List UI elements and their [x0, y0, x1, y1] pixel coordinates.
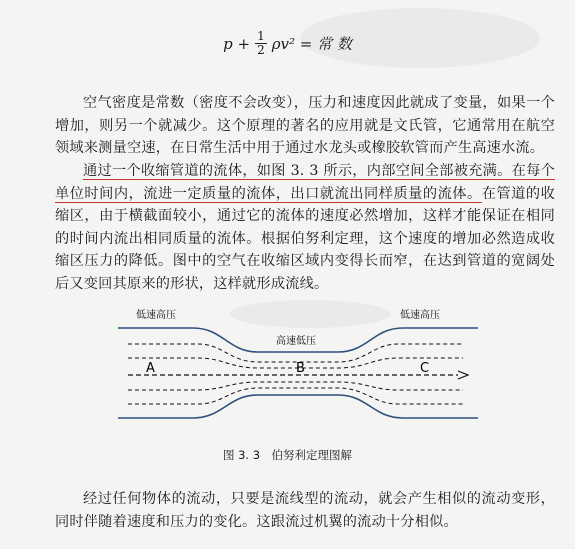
streamline-center-arrow: [458, 371, 468, 379]
streamline-lower-1: [128, 382, 463, 390]
fraction-denominator: 2: [257, 43, 265, 57]
label-left: 低速高压: [136, 310, 176, 321]
paragraph-2-rest: 在管道的收缩区，由于横截面较小，通过它的流体的速度必然增加，这样才能保证在相同的时间内流出相同质量的流体。根据伯努利定理，这个速度的增加必然造成收缩区压力的降低。图中的空气在收缩区域内变得长而窄，在达到管道的宽阔处后又变回其原来的形状，这样就形成流线。: [55, 185, 555, 292]
bernoulli-diagram: [118, 300, 478, 436]
paragraph-2: [55, 160, 555, 295]
underlined-sentence-2: 在每个单位时间内，流进一定质量的流体，出口就流出同样质量的流体。: [55, 163, 555, 202]
point-c: C: [420, 361, 430, 376]
underlined-sentence-1: 通过一个收缩管道的流体，如图 3. 3 所示，内部空间全部被充满。: [83, 163, 512, 179]
bernoulli-formula: [0, 30, 575, 57]
fraction-numerator: 1: [257, 29, 265, 43]
label-center: 高速低压: [276, 336, 316, 347]
formula-lhs: p +: [223, 34, 251, 53]
label-right: 低速高压: [400, 310, 440, 321]
point-a: A: [146, 361, 155, 376]
paragraph-1: 空气密度是常数（密度不会改变），压力和速度因此就成了变量，如果一个增加，则另一个就减少。这个原理的著名的应用就是文氏管，它通常用在航空领域来测量空速，在日常生活中用于通过水龙头或橡胶软管而产生高速水流。: [55, 95, 555, 156]
formula-term: ρv² = 常 数: [271, 35, 352, 53]
figure-caption: 图 3. 3 伯努利定理图解: [222, 448, 353, 462]
pipe-lower-wall: [118, 395, 478, 418]
paragraph-3: 经过任何物体的流动，只要是流线型的流动，就会产生相似的流动变形，同时伴随着速度和压力的变化。这跟流过机翼的流动十分相似。: [55, 491, 555, 530]
formula-fraction: [255, 30, 267, 57]
point-b: B: [296, 361, 305, 376]
